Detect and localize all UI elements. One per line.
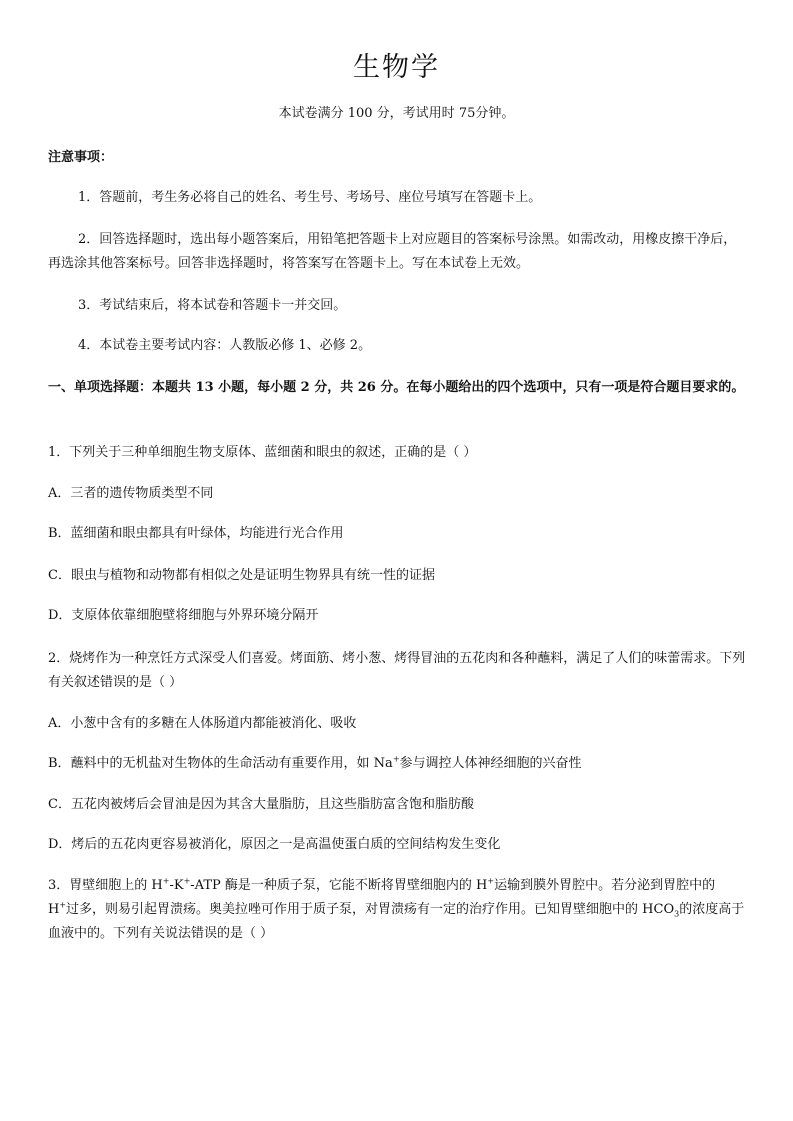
notice-item-4: 4．本试卷主要考试内容：人教版必修 1、必修 2。 bbox=[78, 338, 372, 353]
question-3-stem: 3．胃壁细胞上的 H+-K+-ATP 酶是一种质子泵，它能不断将胃壁细胞内的 H+运输到膜外胃腔中。若分泌到胃腔中的 H+过多，则易引起胃溃疡。奥美拉唑可作用于质子泵，对胃溃疡有一定的治疗作用。已知胃壁细胞中的 $HCO_3$的浓度高于血液中的。下列有关说法错误的是（ ） bbox=[48, 876, 745, 941]
question-1-option-c: C．眼虫与植物和动物都有相似之处是证明生物界具有统一性的证据 bbox=[48, 568, 435, 583]
notice-item-1: 1．答题前，考生务必将自己的姓名、考生号、考场号、座位号填写在答题卡上。 bbox=[78, 190, 542, 205]
question-2-option-c: C．五花肉被烤后会冒油是因为其含大量脂肪，且这些脂肪富含饱和脂肪酸 bbox=[48, 797, 474, 812]
question-1-option-a: A．三者的遗传物质类型不同 bbox=[48, 486, 214, 501]
notice-item-3: 3．考试结束后，将本试卷和答题卡一并交回。 bbox=[78, 298, 347, 313]
notice-heading: 注意事项： bbox=[48, 150, 114, 165]
question-2-option-d: D．烤后的五花肉更容易被消化，原因之一是高温使蛋白质的空间结构发生变化 bbox=[48, 837, 501, 852]
section-heading: 一、单项选择题：本题共 13 小题，每小题 2 分，共 26 分。在每小题给出的四个选项中，只有一项是符合题目要求的。 bbox=[48, 380, 745, 395]
question-1-option-b: B．蓝细菌和眼虫都具有叶绿体，均能进行光合作用 bbox=[48, 526, 344, 541]
notice-item-2: 2．回答选择题时，选出每小题答案后，用铅笔把答题卡上对应题目的答案标号涂黑。如需改动，用橡皮擦干净后，再选涂其他答案标号。回答非选择题时，将答案写在答题卡上。写在本试卷上无效。 bbox=[48, 232, 737, 271]
question-1-option-d: D．支原体依靠细胞壁将细胞与外界环境分隔开 bbox=[48, 608, 319, 623]
exam-info: 本试卷满分 100 分，考试用时 75分钟。 bbox=[278, 106, 515, 121]
question-2-option-a: A．小葱中含有的多糖在人体肠道内都能被消化、吸收 bbox=[48, 716, 357, 731]
page-title: 生物学 bbox=[353, 52, 440, 83]
question-2-option-b: B．蘸料中的无机盐对生物体的生命活动有重要作用，如 Na+参与调控人体神经细胞的兴奋性 bbox=[48, 754, 582, 771]
question-2-stem: 2．烧烤作为一种烹饪方式深受人们喜爱。烤面筋、烤小葱、烤得冒油的五花肉和各种蘸料，满足了人们的味蕾需求。下列有关叙述错误的是（ ） bbox=[48, 651, 746, 690]
question-1-stem: 1．下列关于三种单细胞生物支原体、蓝细菌和眼虫的叙述，正确的是（ ） bbox=[48, 445, 477, 460]
